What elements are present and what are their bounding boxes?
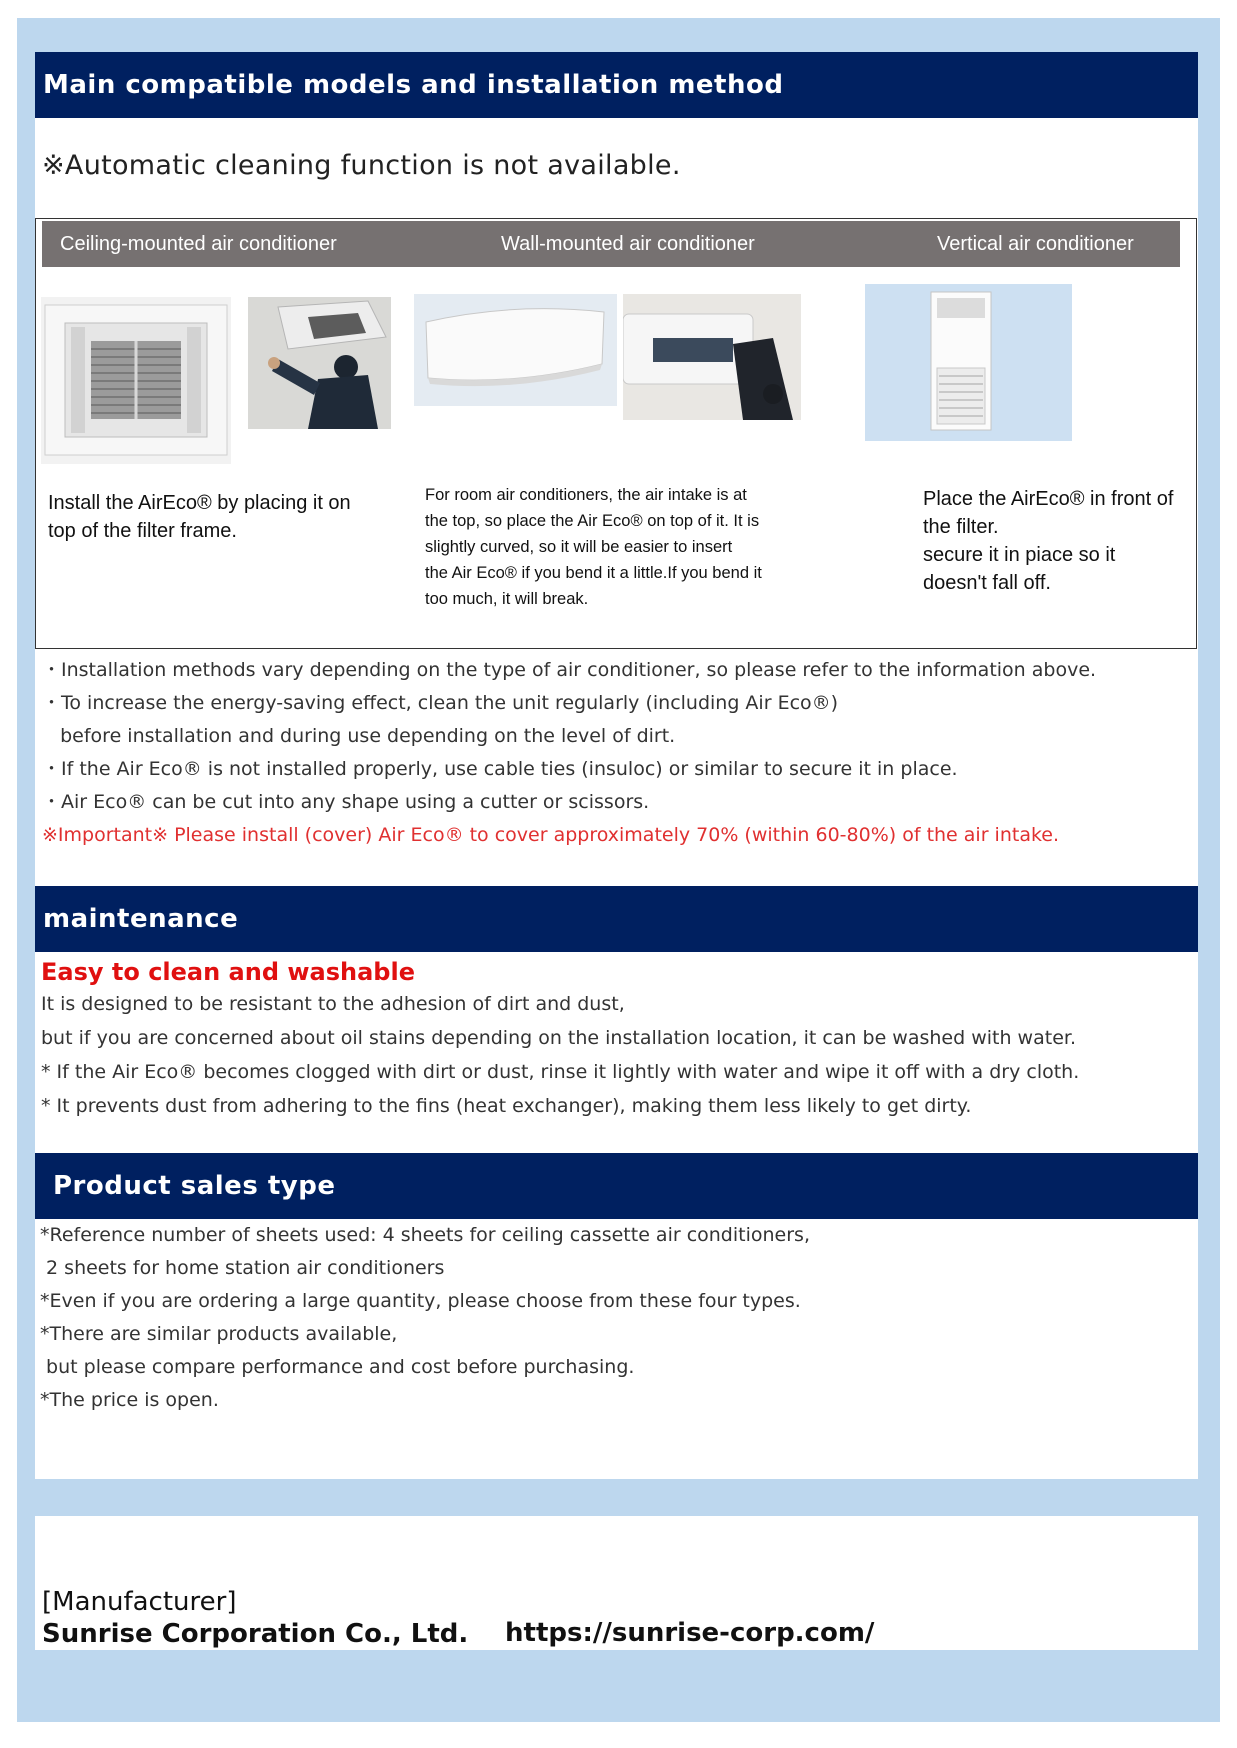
list-item: ・Installation methods vary depending on the type of air conditioner, so please refer to the information above. xyxy=(42,659,1097,681)
caption-line: the top, so place the Air Eco® on top of it. It is xyxy=(425,512,760,530)
category-header-bar xyxy=(42,221,1180,267)
caption-line: Install the AirEco® by placing it on xyxy=(48,492,351,514)
section-title: Main compatible models and installation method xyxy=(43,70,784,100)
category-ceiling: Ceiling-mounted air conditioner xyxy=(60,233,337,255)
category-vertical: Vertical air conditioner xyxy=(937,233,1134,255)
caption-line: Place the AirEco® in front of xyxy=(923,488,1174,510)
install-notes-list xyxy=(42,654,1096,852)
caption-line: the Air Eco® if you bend it a little.If you bend it xyxy=(425,564,762,582)
text-line: but please compare performance and cost before purchasing. xyxy=(40,1356,635,1378)
text-line: *Even if you are ordering a large quantity, please choose from these four types. xyxy=(40,1290,801,1312)
category-wall: Wall-mounted air conditioner xyxy=(501,233,755,255)
maintenance-text xyxy=(41,987,1079,1123)
list-item: ・Air Eco® can be cut into any shape using a cutter or scissors. xyxy=(42,791,650,813)
auto-clean-note: ※Automatic cleaning function is not available. xyxy=(42,150,681,181)
text-line: but if you are concerned about oil stains depending on the installation location, it can be washed with water. xyxy=(41,1027,1076,1049)
wall-install-photo xyxy=(623,294,801,420)
caption-wall xyxy=(425,482,762,612)
important-note: ※Important※ Please install (cover) Air Eco® to cover approximately 70% (within 60-80%) of the air intake. xyxy=(42,824,1060,846)
caption-line: secure it in piace so it xyxy=(923,544,1116,566)
list-item: ・If the Air Eco® is not installed properly, use cable ties (insuloc) or similar to secure it in place. xyxy=(42,758,958,780)
caption-vertical xyxy=(923,485,1173,597)
caption-line: the filter. xyxy=(923,516,999,538)
wall-unit-image xyxy=(414,294,617,406)
manufacturer-label: [Manufacturer] xyxy=(42,1587,237,1617)
company-name: Sunrise Corporation Co., Ltd. xyxy=(42,1619,469,1649)
caption-line: For room air conditioners, the air intake is at xyxy=(425,486,747,504)
sales-text xyxy=(40,1219,810,1417)
section-title: maintenance xyxy=(43,904,239,934)
text-line: 2 sheets for home station air conditioners xyxy=(40,1257,445,1279)
text-line: It is designed to be resistant to the adhesion of dirt and dust, xyxy=(41,993,625,1015)
text-line: *The price is open. xyxy=(40,1389,219,1411)
vertical-unit-image xyxy=(865,284,1072,441)
caption-line: top of the filter frame. xyxy=(48,520,237,542)
text-line: * It prevents dust from adhering to the fins (heat exchanger), making them less likely to get dirty. xyxy=(41,1095,972,1117)
caption-ceiling xyxy=(48,489,351,545)
list-item: before installation and during use depending on the level of dirt. xyxy=(42,725,676,747)
caption-line: doesn't fall off. xyxy=(923,572,1051,594)
section-header-sales xyxy=(35,1153,1198,1219)
text-line: *There are similar products available, xyxy=(40,1323,398,1345)
text-line: *Reference number of sheets used: 4 sheets for ceiling cassette air conditioners, xyxy=(40,1224,810,1246)
text-line: * If the Air Eco® becomes clogged with dirt or dust, rinse it lightly with water and wipe it off with a dry cloth. xyxy=(41,1061,1080,1083)
ceiling-cassette-image xyxy=(41,297,231,464)
list-item: ・To increase the energy-saving effect, clean the unit regularly (including Air Eco®) xyxy=(42,692,839,714)
caption-line: slightly curved, so it will be easier to insert xyxy=(425,538,733,556)
company-url-link[interactable]: https://sunrise-corp.com/ xyxy=(505,1618,875,1648)
maintenance-subtitle: Easy to clean and washable xyxy=(41,958,415,986)
manufacturer-block xyxy=(42,1586,468,1650)
caption-line: too much, it will break. xyxy=(425,590,589,608)
ceiling-install-photo xyxy=(248,297,391,429)
section-header-models xyxy=(35,52,1198,118)
section-header-maintenance xyxy=(35,886,1198,952)
install-methods-table xyxy=(35,218,1197,649)
section-title: Product sales type xyxy=(53,1171,336,1201)
